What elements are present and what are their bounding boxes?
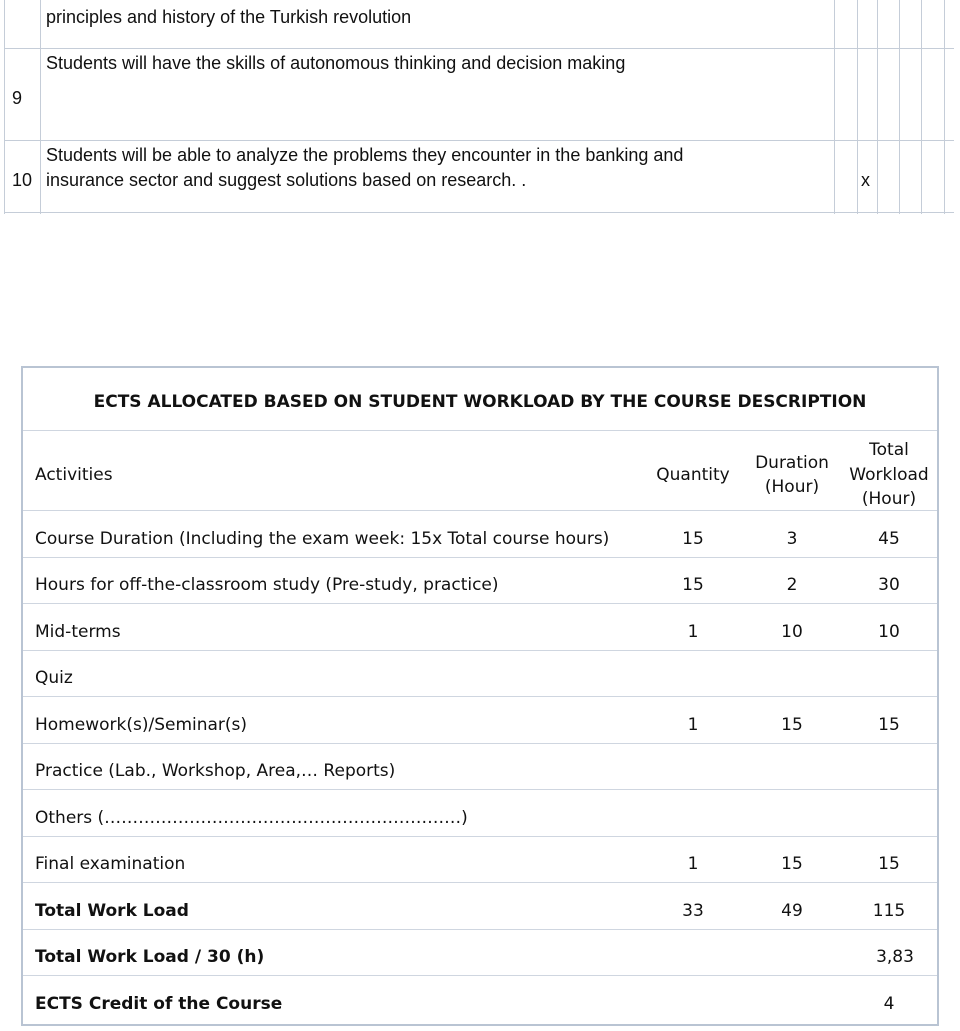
header-activities: Activities [35,465,113,485]
table-border [4,140,954,141]
duration-value: 15 [781,715,803,735]
activity-label: Others (………………………………………………………) [35,808,468,828]
duration-value: 2 [786,575,798,595]
quantity-value: 1 [687,854,699,874]
total-value: 10 [878,622,900,642]
table-border [857,0,858,214]
contribution-mark: x [861,170,870,190]
header-total: Total [869,440,909,460]
row-divider [23,557,937,558]
total-quantity: 33 [682,901,704,921]
row-divider [23,430,937,431]
quantity-value: 1 [687,715,699,735]
row-divider [23,789,937,790]
row-divider [23,836,937,837]
total-value: 15 [878,854,900,874]
duration-value: 15 [781,854,803,874]
row-divider [23,743,937,744]
total-value: 30 [878,575,900,595]
learning-outcomes-table [4,0,954,214]
outcome-number: 9 [12,88,23,108]
row-divider [23,696,937,697]
table-border [877,0,878,214]
work-load-per-30-value: 3,83 [876,947,914,967]
outcome-number: 10 [12,170,33,190]
quantity-value: 1 [687,622,699,642]
quantity-value: 15 [682,575,704,595]
table-border [944,0,945,214]
total-work-load-label: Total Work Load [35,901,189,921]
table-border [4,212,954,213]
total-value: 15 [878,715,900,735]
work-load-per-30-label: Total Work Load / 30 (h) [35,947,265,967]
activity-label: Hours for off-the-classroom study (Pre-study, practice) [35,575,499,595]
table-border [834,0,835,214]
table-border [921,0,922,214]
quantity-value: 15 [682,529,704,549]
table-border [899,0,900,214]
activity-label: Mid-terms [35,622,121,642]
total-duration: 49 [781,901,803,921]
header-duration: Duration [755,453,829,473]
duration-value: 10 [781,622,803,642]
header-workload: Workload [849,465,929,485]
outcome-text-line2: insurance sector and suggest solutions based on research. . [46,170,527,190]
row-divider [23,650,937,651]
activity-label: Quiz [35,668,73,688]
header-duration-unit: (Hour) [764,477,820,497]
row-divider [23,975,937,976]
duration-value: 3 [786,529,798,549]
ects-table-title: ECTS ALLOCATED BASED ON STUDENT WORKLOAD BY THE COURSE DESCRIPTION [93,392,867,412]
table-border [4,0,5,214]
ects-credit-label: ECTS Credit of the Course [35,994,283,1014]
total-value: 45 [878,529,900,549]
ects-credit-value: 4 [883,994,895,1014]
table-border [4,48,954,49]
outcome-text: Students will have the skills of autonomous thinking and decision making [46,53,626,73]
activity-label: Course Duration (Including the exam week: 15x Total course hours) [35,529,610,549]
total-workload: 115 [872,901,906,921]
row-divider [23,882,937,883]
row-divider [23,603,937,604]
activity-label: Homework(s)/Seminar(s) [35,715,248,735]
header-workload-unit: (Hour) [861,489,917,509]
activity-label: Practice (Lab., Workshop, Area,… Reports) [35,761,396,781]
header-quantity: Quantity [656,465,730,485]
ects-workload-table [21,366,939,1026]
outcome-text: principles and history of the Turkish revolution [46,7,412,27]
row-divider [23,510,937,511]
outcome-text-line1: Students will be able to analyze the problems they encounter in the banking and [46,145,684,165]
activity-label: Final examination [35,854,186,874]
table-border [40,0,41,214]
row-divider [23,929,937,930]
